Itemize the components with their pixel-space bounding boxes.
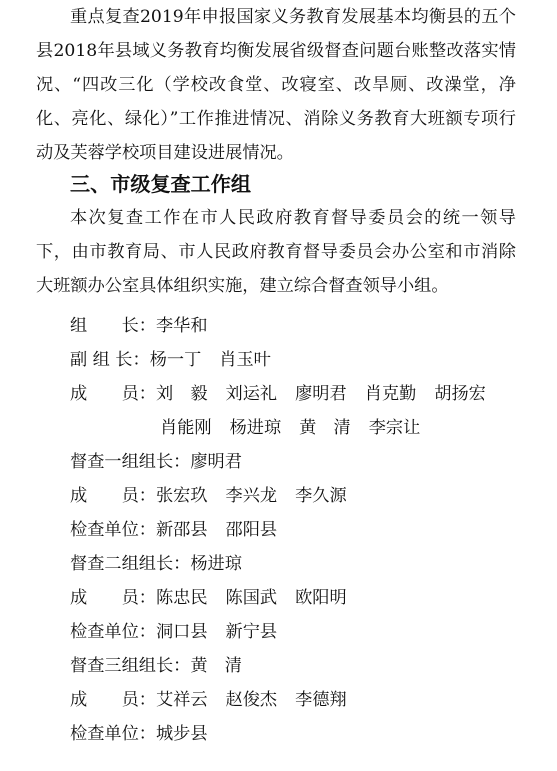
group3-leader-row bbox=[70, 649, 260, 683]
person-name: 陈忠民 bbox=[155, 588, 208, 608]
person-name: 刘 毅 bbox=[155, 384, 208, 404]
row-label: 督查一组组长： bbox=[70, 452, 191, 472]
county-name: 邵阳县 bbox=[225, 520, 278, 540]
row-label: 检查单位： bbox=[70, 622, 156, 642]
section-heading: 三、市级复查工作组 bbox=[70, 172, 251, 196]
row-label: 成 员： bbox=[70, 690, 156, 710]
person-name: 李兴龙 bbox=[225, 486, 278, 506]
row-names bbox=[156, 316, 226, 336]
person-name: 肖克勤 bbox=[364, 384, 417, 404]
row-names bbox=[190, 656, 260, 676]
row-label: 检查单位： bbox=[70, 520, 156, 540]
county-name: 新邵县 bbox=[155, 520, 208, 540]
person-name: 杨进琼 bbox=[190, 554, 242, 574]
person-name: 杨一丁 bbox=[149, 350, 202, 370]
row-label: 成 员： bbox=[70, 486, 156, 506]
row-names bbox=[156, 486, 365, 506]
group2-leader-row bbox=[70, 547, 260, 581]
person-name: 廖明君 bbox=[295, 384, 347, 404]
county-name: 新宁县 bbox=[225, 622, 278, 642]
person-name: 李久源 bbox=[295, 486, 347, 506]
person-name: 李华和 bbox=[155, 316, 208, 336]
group1-members-row bbox=[70, 479, 365, 513]
group2-members-row bbox=[70, 581, 365, 615]
person-name: 肖能刚 bbox=[160, 418, 212, 438]
row-names bbox=[156, 690, 365, 710]
person-name: 黄 清 bbox=[190, 656, 242, 676]
group2-units-row bbox=[70, 615, 295, 649]
person-name: 刘运礼 bbox=[225, 384, 278, 404]
row-names bbox=[156, 622, 295, 642]
person-name: 黄 清 bbox=[299, 418, 351, 438]
county-name: 洞口县 bbox=[155, 622, 208, 642]
county-name: 城步县 bbox=[155, 724, 208, 744]
person-name: 欧阳明 bbox=[295, 588, 347, 608]
person-name: 赵俊杰 bbox=[225, 690, 278, 710]
row-names bbox=[156, 588, 365, 608]
row-label: 成 员： bbox=[70, 588, 156, 608]
person-name: 胡扬宏 bbox=[434, 384, 486, 404]
members-row-continued bbox=[160, 411, 438, 445]
leader-row bbox=[70, 309, 226, 343]
row-names bbox=[156, 384, 504, 404]
person-name: 张宏玖 bbox=[155, 486, 208, 506]
group3-members-row bbox=[70, 683, 365, 717]
row-label: 督查三组组长： bbox=[70, 656, 191, 676]
row-names bbox=[156, 724, 226, 744]
row-label: 成 员： bbox=[70, 384, 156, 404]
person-name: 陈国武 bbox=[225, 588, 278, 608]
row-label: 检查单位： bbox=[70, 724, 156, 744]
row-names bbox=[160, 418, 438, 438]
organization-paragraph: 本次复查工作在市人民政府教育督导委员会的统一领导下，由市教育局、市人民政府教育督导委员会办公室和市消除大班额办公室具体组织实施，建立综合督查领导小组。 bbox=[36, 208, 516, 296]
person-name: 肖玉叶 bbox=[219, 350, 271, 370]
intro-paragraph: 重点复查2019年申报国家义务教育发展基本均衡县的五个县2018年县域义务教育均衡发展省级督查问题台账整改落实情况、“四改三化（学校改食堂、改寝室、改旱厕、改澡堂，净化、亮化、绿化）”工作推进情况、消除义务教育大班额专项行动及芙蓉学校项目建设进展情况。 bbox=[36, 7, 516, 163]
row-names bbox=[190, 452, 260, 472]
person-name: 廖明君 bbox=[190, 452, 242, 472]
group1-units-row bbox=[70, 513, 295, 547]
person-name: 李德翔 bbox=[295, 690, 347, 710]
person-name: 杨进琼 bbox=[229, 418, 282, 438]
row-label: 副 组 长： bbox=[70, 350, 150, 370]
person-name: 李宗让 bbox=[368, 418, 421, 438]
deputy-leader-row bbox=[70, 343, 289, 377]
group1-leader-row bbox=[70, 445, 260, 479]
row-label: 督查二组组长： bbox=[70, 554, 191, 574]
members-row bbox=[70, 377, 504, 411]
row-names bbox=[190, 554, 260, 574]
row-names bbox=[150, 350, 289, 370]
person-name: 艾祥云 bbox=[155, 690, 208, 710]
row-names bbox=[156, 520, 295, 540]
row-label: 组 长： bbox=[70, 316, 156, 336]
group3-units-row bbox=[70, 717, 226, 751]
